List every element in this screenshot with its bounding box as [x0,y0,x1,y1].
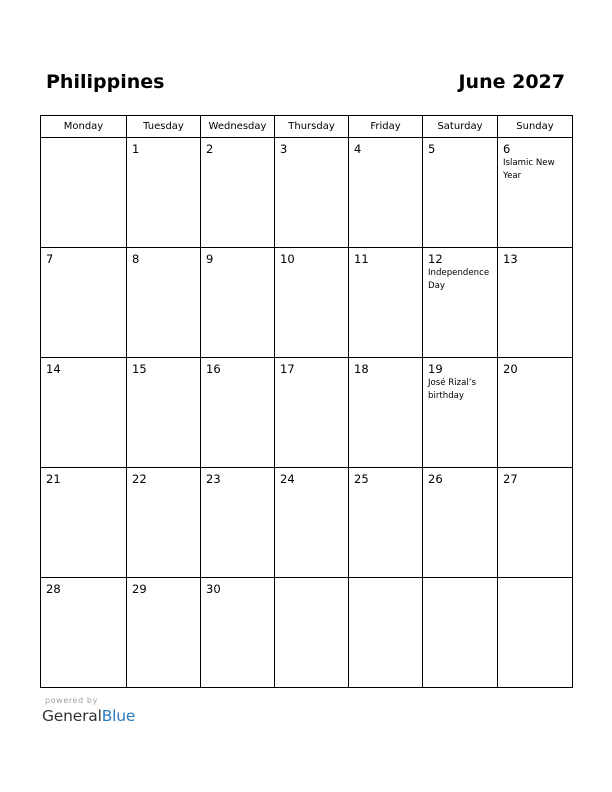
day-cell[interactable] [275,358,349,468]
day-number: 15 [132,362,147,376]
day-cell[interactable] [41,578,127,688]
day-cell[interactable] [201,138,275,248]
day-cell[interactable] [275,248,349,358]
day-cell[interactable] [201,358,275,468]
day-number: 25 [354,472,369,486]
day-number: 13 [503,252,518,266]
day-number: 5 [428,142,436,156]
day-cell[interactable] [349,138,423,248]
weekday-header: Thursday [275,116,349,138]
day-number: 30 [206,582,221,596]
day-number: 7 [46,252,54,266]
day-cell[interactable] [201,578,275,688]
day-cell[interactable] [349,468,423,578]
weekday-header-row [41,116,573,138]
day-cell[interactable] [201,248,275,358]
day-cell[interactable] [275,578,349,688]
day-cell[interactable] [127,138,201,248]
day-number: 21 [46,472,61,486]
day-cell[interactable] [201,468,275,578]
day-number: 28 [46,582,61,596]
day-cell[interactable] [498,468,573,578]
week-row [41,248,573,358]
week-row [41,578,573,688]
day-number: 16 [206,362,221,376]
day-number: 18 [354,362,369,376]
week-row [41,358,573,468]
day-number: 9 [206,252,214,266]
day-number: 27 [503,472,518,486]
day-number: 12 [428,252,443,266]
day-cell[interactable] [41,468,127,578]
day-cell[interactable] [423,248,498,358]
weekday-header: Wednesday [201,116,275,138]
day-cell[interactable] [423,468,498,578]
day-number: 8 [132,252,140,266]
holiday-label: Independence Day [428,268,490,291]
day-cell[interactable] [41,138,127,248]
weekday-header: Monday [41,116,127,138]
day-number: 20 [503,362,518,376]
powered-by-label: powered by [45,696,98,705]
day-cell[interactable] [498,358,573,468]
day-number: 6 [503,142,511,156]
day-cell[interactable] [423,138,498,248]
day-cell[interactable] [498,138,573,248]
weekday-header: Saturday [423,116,498,138]
day-cell[interactable] [127,468,201,578]
day-cell[interactable] [127,578,201,688]
brand-general: General [42,707,102,725]
day-number: 2 [206,142,214,156]
day-cell[interactable] [498,578,573,688]
day-number: 11 [354,252,369,266]
month-title: June 2027 [458,71,565,93]
brand-blue: Blue [101,707,136,725]
weekday-header: Tuesday [127,116,201,138]
day-cell[interactable] [423,358,498,468]
day-number: 24 [280,472,295,486]
day-cell[interactable] [127,358,201,468]
day-cell[interactable] [41,358,127,468]
day-cell[interactable] [349,578,423,688]
footer [42,696,135,725]
holiday-label: Islamic New Year [503,158,555,181]
country-title: Philippines [46,71,165,93]
day-number: 1 [132,142,140,156]
day-number: 4 [354,142,362,156]
week-row [41,468,573,578]
day-number: 3 [280,142,288,156]
generalblue-logo [42,707,135,725]
day-cell[interactable] [275,138,349,248]
day-number: 22 [132,472,147,486]
day-number: 26 [428,472,443,486]
week-row [41,138,573,248]
day-number: 29 [132,582,147,596]
weekday-header: Sunday [498,116,573,138]
day-cell[interactable] [349,358,423,468]
day-cell[interactable] [127,248,201,358]
day-number: 19 [428,362,443,376]
day-cell[interactable] [423,578,498,688]
holiday-label: José Rizal’s birthday [428,378,477,401]
day-cell[interactable] [349,248,423,358]
day-cell[interactable] [498,248,573,358]
day-number: 17 [280,362,295,376]
day-number: 14 [46,362,61,376]
weekday-header: Friday [349,116,423,138]
day-cell[interactable] [41,248,127,358]
day-number: 23 [206,472,221,486]
day-number: 10 [280,252,295,266]
day-cell[interactable] [275,468,349,578]
calendar-grid [40,115,573,688]
